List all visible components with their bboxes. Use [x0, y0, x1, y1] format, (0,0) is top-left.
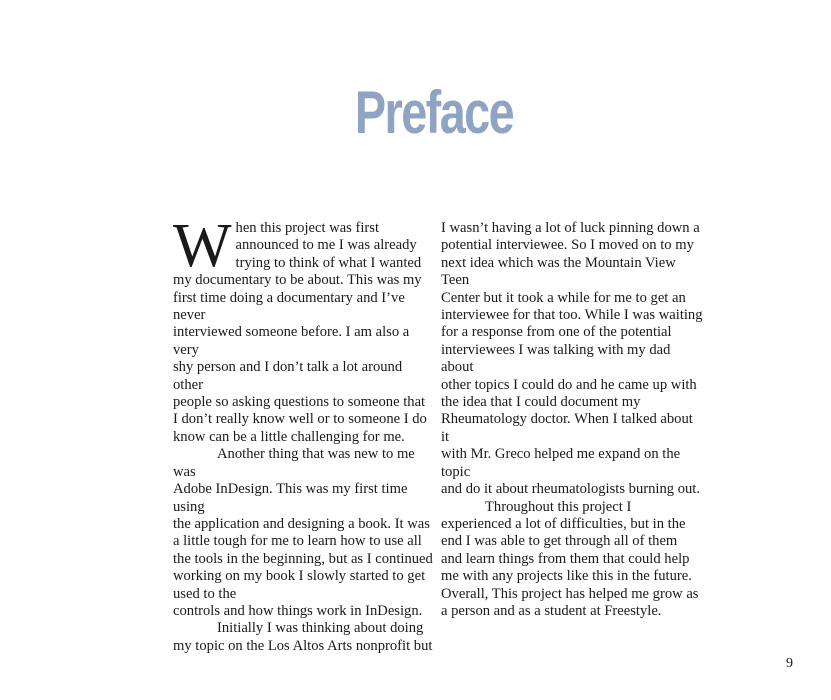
- paragraph-initially: [173, 620, 435, 655]
- text-line: potential interviewee. So I moved on to my: [441, 237, 694, 254]
- text-line: shy person and I don’t talk a lot around other: [173, 359, 403, 393]
- text-line: and learn things from them that could help: [441, 550, 690, 567]
- text-line: other topics I could do and he came up with: [441, 376, 697, 393]
- text-line: Overall, This project has helped me grow as: [441, 585, 699, 602]
- text-line: trying to think of what I wanted: [235, 254, 422, 271]
- text-line: interviewee for that too. While I was waiting: [441, 307, 703, 324]
- text-line: Center but it took a while for me to get an: [441, 289, 686, 306]
- text-line: for a response from one of the potential: [441, 324, 672, 341]
- text-line: a little tough for me to learn how to use all: [173, 533, 422, 550]
- text-line: interviewees I was talking with my dad about: [441, 341, 671, 376]
- left-text-column: [173, 212, 435, 655]
- text-line: the application and designing a book. It was: [173, 515, 430, 532]
- text-line: first time doing a documentary and I’ve never: [173, 289, 405, 324]
- paragraph-interviewee: [441, 220, 703, 499]
- text-line: Throughout this project I: [485, 498, 632, 515]
- text-line: Adobe InDesign. This was my first time using: [173, 481, 408, 515]
- text-line: with Mr. Greco helped me expand on the topic: [441, 446, 681, 480]
- text-line: and do it about rheumatologists burning out.: [441, 481, 701, 498]
- text-line: interviewed someone before. I am also a very: [173, 324, 410, 358]
- text-line: know can be a little challenging for me.: [173, 428, 405, 445]
- paragraph-indesign: [173, 446, 435, 620]
- text-line: Rheumatology doctor. When I talked about it: [441, 411, 693, 445]
- text-line: Another thing that was new to me was: [173, 446, 415, 480]
- paragraph-intro: [173, 212, 435, 446]
- text-line: me with any projects like this in the future.: [441, 568, 692, 585]
- text-line: the tools in the beginning, but as I continued: [173, 550, 433, 567]
- text-line: the idea that I could document my: [441, 394, 641, 411]
- text-line: working on my book I slowly started to get: [173, 568, 426, 585]
- text-line: my documentary to be about. This was my: [173, 272, 422, 289]
- page-title: Preface: [354, 79, 514, 146]
- text-line: used to the: [173, 585, 237, 602]
- drop-cap: W: [173, 212, 232, 280]
- page-number: 9: [786, 656, 793, 671]
- text-line: hen this project was first: [235, 220, 380, 236]
- text-line: my topic on the Los Altos Arts nonprofit but: [173, 637, 433, 654]
- text-line: Initially I was thinking about doing: [217, 620, 424, 637]
- text-line: people so asking questions to someone that: [173, 394, 426, 411]
- text-line: next idea which was the Mountain View Teen: [441, 254, 676, 289]
- text-line: controls and how things work in InDesign.: [173, 602, 423, 619]
- text-line: experienced a lot of difficulties, but in the: [441, 515, 686, 532]
- text-line: announced to me I was already: [235, 237, 417, 254]
- text-line: I wasn’t having a lot of luck pinning down a: [441, 220, 700, 236]
- right-text-column: [441, 220, 703, 620]
- text-line: a person and as a student at Freestyle.: [441, 602, 662, 619]
- text-line: end I was able to get through all of them: [441, 533, 678, 550]
- text-line: I don’t really know well or to someone I do: [173, 411, 427, 428]
- paragraph-throughout: [441, 499, 703, 621]
